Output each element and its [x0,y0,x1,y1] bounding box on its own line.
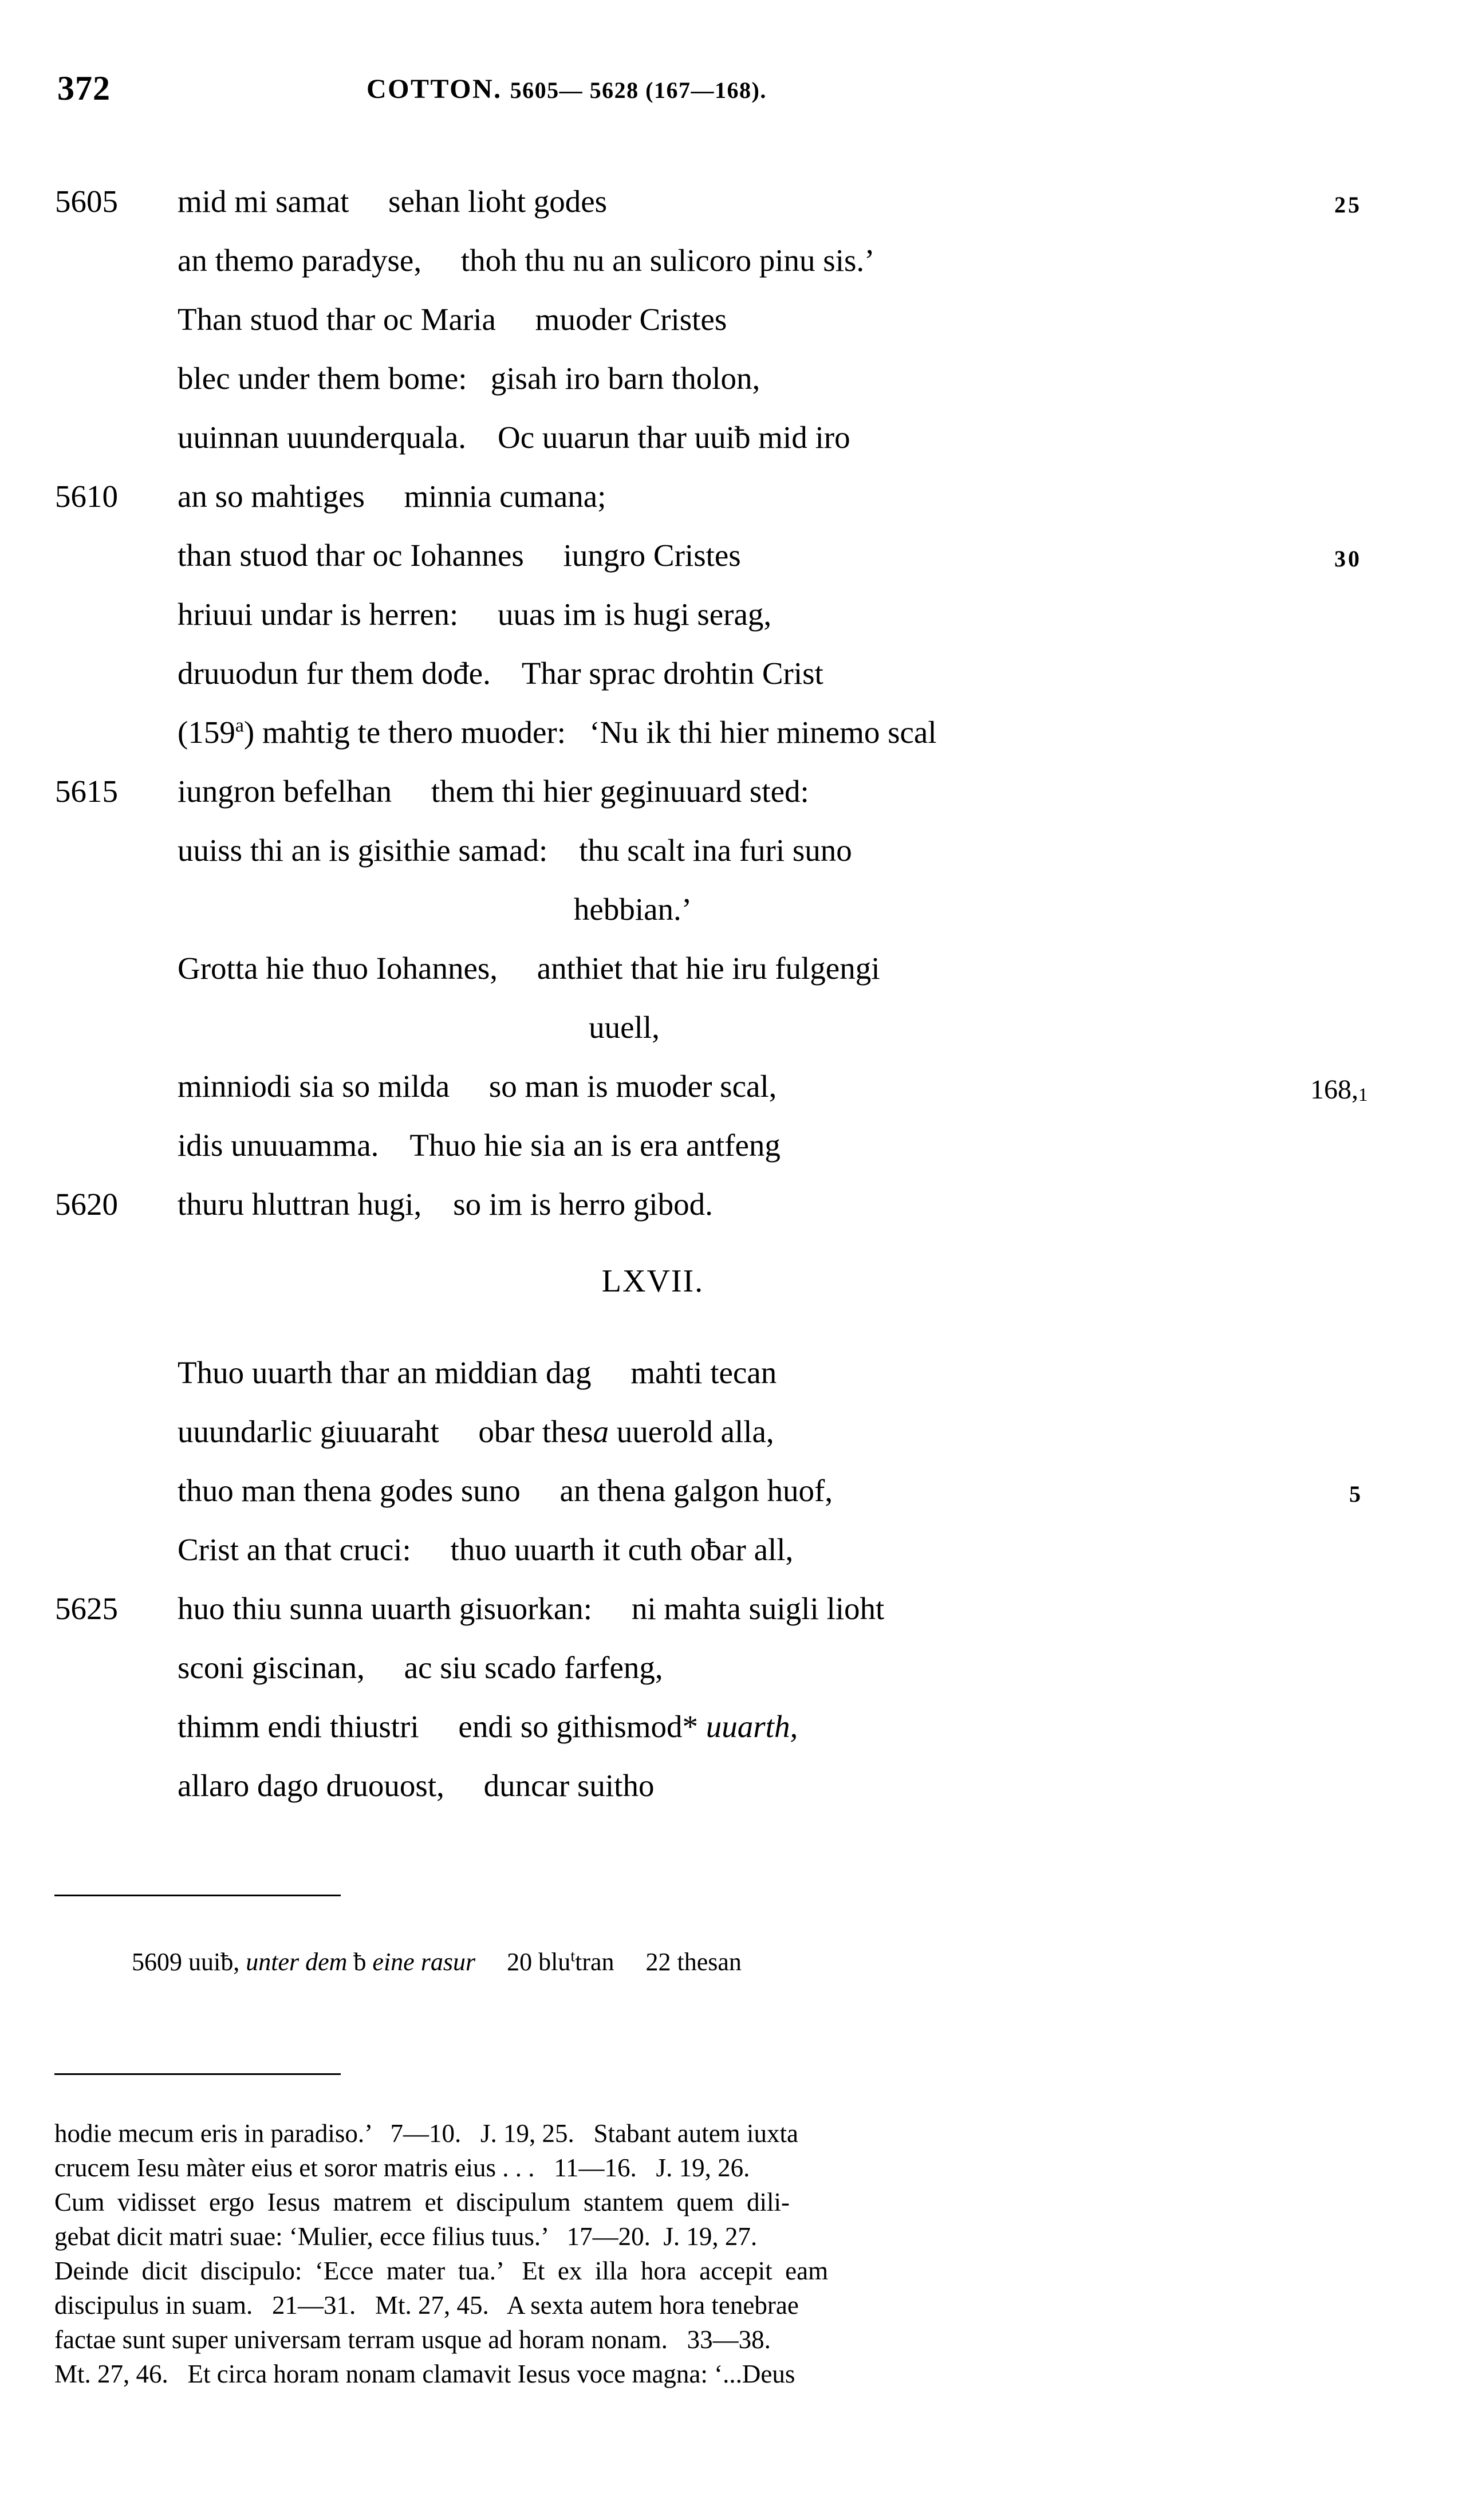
margin-number-subscript: 1 [1358,1085,1368,1105]
verse-line [0,998,1466,1057]
verse-line [0,1579,1466,1638]
verse-block-secondary [0,1343,1466,1815]
verse-line [0,172,1466,231]
latin-note-line: crucem Iesu màter eius et soror matris eius . . . 11—16. J. 19, 26. [54,2153,750,2182]
verse-line [0,585,1466,644]
margin-number: 5 [1349,1481,1363,1507]
horizontal-rule-below-apparatus [54,2073,341,2075]
asterisk-footnote-marker: * [682,1709,699,1744]
verse-line-text: (159$^a$) mahtig te thero muoder: ‘Nu ik thi hier minemo scal [178,715,937,750]
verse-line-text: uuundarlic giuuaraht obar thesa uuerold alla, [178,1414,774,1449]
apparatus-char: ƀ [353,1948,366,1976]
apparatus-line-ref: 22 [645,1948,671,1976]
verse-line [0,1697,1466,1756]
chapter-heading: LXVII. [601,1263,704,1299]
verse-line [0,1461,1466,1520]
verse-line-number: 5625 [55,1591,118,1626]
running-head [0,69,1466,109]
verse-line-number: 5620 [55,1187,118,1222]
verse-line-text: uuinnan uuunderquala. Oc uuarun thar uuiƀ mid iro [178,420,850,455]
verse-line [0,1057,1466,1116]
verse-line-text: idis unuuamma. Thuo hie sia an is era antfeng [178,1128,781,1163]
folio-superscript-a: a [235,715,244,737]
verse-line-text-runover: uuell, [589,1010,660,1045]
latin-note-line: gebat dicit matri suae: ‘Mulier, ecce filius tuus.’ 17—20. J. 19, 27. [54,2222,758,2251]
verse-line [0,939,1466,998]
verse-line-text: Than stuod thar oc Maria muoder Cristes [178,302,727,337]
apparatus-line-ref: 5609 [132,1948,182,1976]
verse-line-text: druuodun fur them dođe. Thar sprac drohtin Crist [178,656,823,691]
verse-line [0,231,1466,290]
verse-line-text: Thuo uuarth thar an middian dag mahti tecan [178,1355,777,1390]
verse-line-text: sconi giscinan, ac siu scado farfeng, [178,1650,663,1685]
verse-line-number: 5605 [55,184,118,219]
horizontal-rule-above-apparatus [54,1895,341,1896]
margin-number: 30 [1334,546,1362,572]
verse-line-text: minniodi sia so milda so man is muoder scal, [178,1069,777,1104]
latin-note-line: Cum vidisset ergo Iesus matrem et discipulum stantem quem dili- [54,2188,790,2216]
margin-number: 25 [1334,192,1362,218]
running-head-title [366,73,767,105]
verse-line-text: uuiss thi an is gisithie samad: thu scalt ina furi suno [178,833,852,868]
verse-line [0,290,1466,349]
verse-line-text: an so mahtiges minnia cumana; [178,479,606,514]
verse-line-text: iungron befelhan them thi hier geginuuard sted: [178,774,809,809]
latin-source-note [54,2116,1372,2391]
apparatus-line-ref: 20 [507,1948,533,1976]
verse-line-text: blec under them bome: gisah iro barn tholon, [178,361,760,396]
verse-line-text: allaro dago druouost, duncar suitho [178,1768,655,1803]
verse-line [0,703,1466,762]
verse-line-text: thuru hluttran hugi, so im is herro gibod. [178,1187,713,1222]
verse-line-number: 5610 [55,479,118,514]
latin-note-line: Mt. 27, 46. Et circa horam nonam clamavit Iesus voce magna: ‘...Deus [54,2360,795,2388]
verse-line-text: Grotta hie thuo Iohannes, anthiet that hie iru fulgengi [178,951,880,986]
verse-line [0,1756,1466,1815]
verse-line-text: thuo man thena godes suno an thena galgon huof, [178,1473,833,1508]
verse-line [0,821,1466,880]
page-number: 372 [57,69,111,107]
verse-line [0,1520,1466,1579]
apparatus-lemma: blu$^t$tran [538,1947,614,1976]
verse-line [0,644,1466,703]
superscript-t: t [570,1947,576,1966]
running-head-range: 5605— 5628 (167—168). [510,77,767,103]
margin-number: $168,_1$ [1310,1074,1368,1105]
verse-line-text: Crist an that cruci: thuo uuarth it cuth oƀar all, [178,1532,794,1567]
apparatus-note-german: eine rasur [372,1948,476,1976]
verse-line [0,1402,1466,1461]
apparatus-note-german: unter dem [246,1948,348,1976]
verse-line-number: 5615 [55,774,118,809]
verse-line [0,1175,1466,1234]
critical-apparatus [132,1947,742,1976]
verse-line [0,762,1466,821]
verse-line [0,880,1466,939]
italic-letter: a [593,1414,609,1449]
verse-line-text: thimm endi thiustri endi so githismod* uuarth, [178,1709,798,1744]
verse-line-text: an themo paradyse, thoh thu nu an sulicoro pinu sis.’ [178,243,875,278]
latin-note-line: hodie mecum eris in paradiso.’ 7—10. J. 19, 25. Stabant autem iuxta [54,2119,798,2148]
verse-line [0,526,1466,585]
verse-line [0,349,1466,408]
verse-line-text: hriuui undar is herren: uuas im is hugi serag, [178,597,772,632]
latin-note-line: Deinde dicit discipulo: ‘Ecce mater tua.’ Et ex illa hora accepit eam [54,2257,829,2285]
verse-line-text-runover: hebbian.’ [573,892,692,927]
latin-note-line: discipulus in suam. 21—31. Mt. 27, 45. A sexta autem hora tenebrae [54,2291,799,2320]
italic-word: uuarth, [706,1709,798,1744]
latin-note-line: factae sunt super universam terram usque ad horam nonam. 33—38. [54,2325,771,2354]
verse-line [0,1638,1466,1697]
verse-line [0,467,1466,526]
verse-line-text: than stuod thar oc Iohannes iungro Cristes [178,538,741,573]
verse-line [0,408,1466,467]
running-head-manuscript: COTTON. [366,74,502,104]
verse-block-primary [0,172,1466,1234]
apparatus-lemma: thesan [677,1948,742,1976]
verse-line-text: mid mi samat sehan lioht godes [178,184,608,219]
verse-line-text: huo thiu sunna uuarth gisuorkan: ni mahta suigli lioht [178,1591,885,1626]
verse-line [0,1116,1466,1175]
verse-line [0,1343,1466,1402]
apparatus-lemma: uuiƀ, [188,1948,240,1976]
